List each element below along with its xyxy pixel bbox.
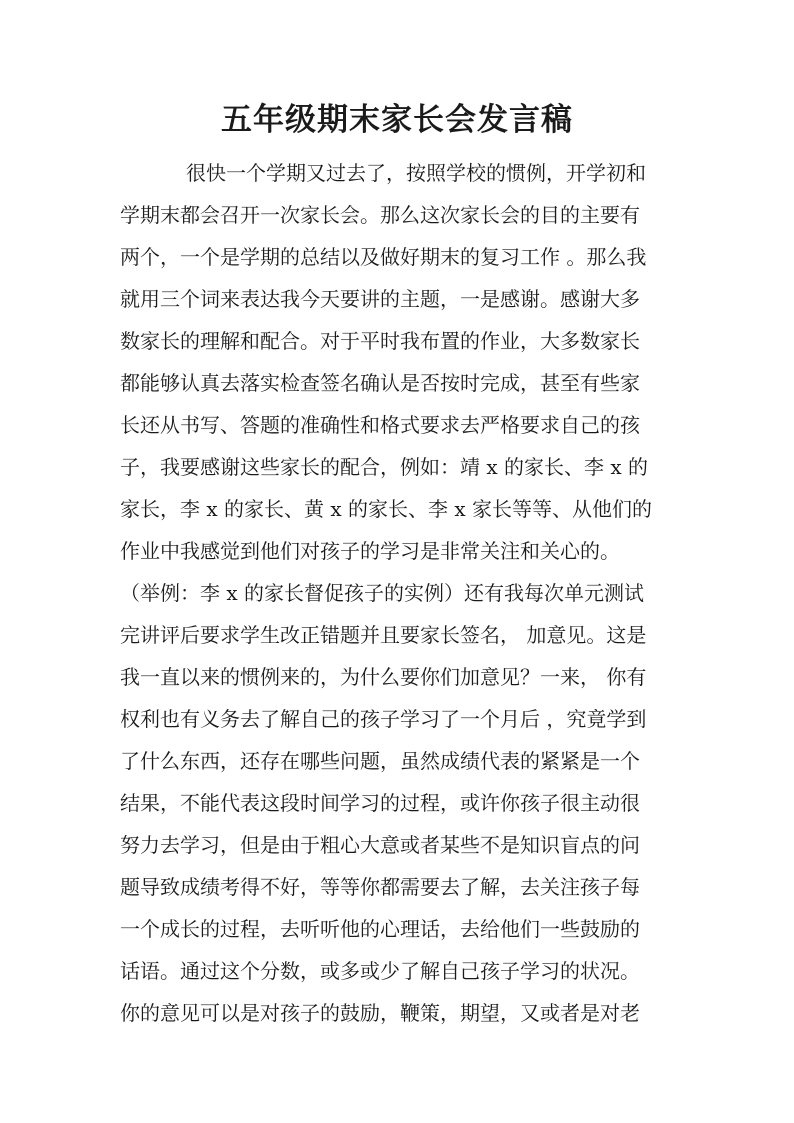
paragraph-line: 就用三个词来表达我今天要讲的主题，一是感谢。感谢大多 xyxy=(120,287,640,311)
paragraph-line: 都能够认真去落实检查签名确认是否按时完成，甚至有些家 xyxy=(120,371,640,395)
paragraph-line: 很快一个学期又过去了，按照学校的惯例，开学初和 xyxy=(186,161,646,185)
paragraph-line: 一个成长的过程，去听听他的心理话，去给他们一些鼓励的 xyxy=(120,917,640,941)
paragraph-line: 权利也有义务去了解自己的孩子学习了一个月后 ，究竟学到 xyxy=(120,707,647,731)
paragraph-line: 题导致成绩考得不好，等等你都需要去了解，去关注孩子每 xyxy=(120,875,640,899)
paragraph-line: 你的意见可以是对孩子的鼓励，鞭策，期望，又或者是对老 xyxy=(120,1001,640,1025)
paragraph-line: 话语。通过这个分数，或多或少了解自己孩子学习的状况。 xyxy=(120,959,640,983)
paragraph-line: 学期末都会召开一次家长会。那么这次家长会的目的主要有 xyxy=(120,203,640,227)
paragraph-line: 完讲评后要求学生改正错题并且要家长签名， 加意见。这是 xyxy=(120,623,647,647)
paragraph-line: 两个，一个是学期的总结以及做好期末的复习工作 。那么我 xyxy=(120,245,647,269)
paragraph-line: （举例：李 x 的家长督促孩子的实例）还有我每次单元测试 xyxy=(120,581,644,605)
paragraph-line: 长还从书写、答题的准确性和格式要求去严格要求自己的孩 xyxy=(120,413,640,437)
paragraph-line: 努力去学习，但是由于粗心大意或者某些不是知识盲点的问 xyxy=(120,833,640,857)
document-title: 五年级期末家长会发言稿 xyxy=(221,102,573,138)
paragraph-line: 子，我要感谢这些家长的配合，例如：靖 x 的家长、李 x 的 xyxy=(120,455,648,479)
paragraph-line: 了什么东西，还存在哪些问题，虽然成绩代表的紧紧是一个 xyxy=(120,749,640,773)
paragraph-line: 我一直以来的惯例来的，为什么要你们加意见？一来， 你有 xyxy=(120,665,647,689)
paragraph-line: 结果，不能代表这段时间学习的过程，或许你孩子很主动很 xyxy=(120,791,640,815)
paragraph-line: 数家长的理解和配合。对于平时我布置的作业，大多数家长 xyxy=(120,329,640,353)
paragraph-line: 家长，李 x 的家长、黄 x 的家长、李 x 家长等等、从他们的 xyxy=(120,497,652,521)
paragraph-line: 作业中我感觉到他们对孩子的学习是非常关注和关心的。 xyxy=(120,539,620,563)
